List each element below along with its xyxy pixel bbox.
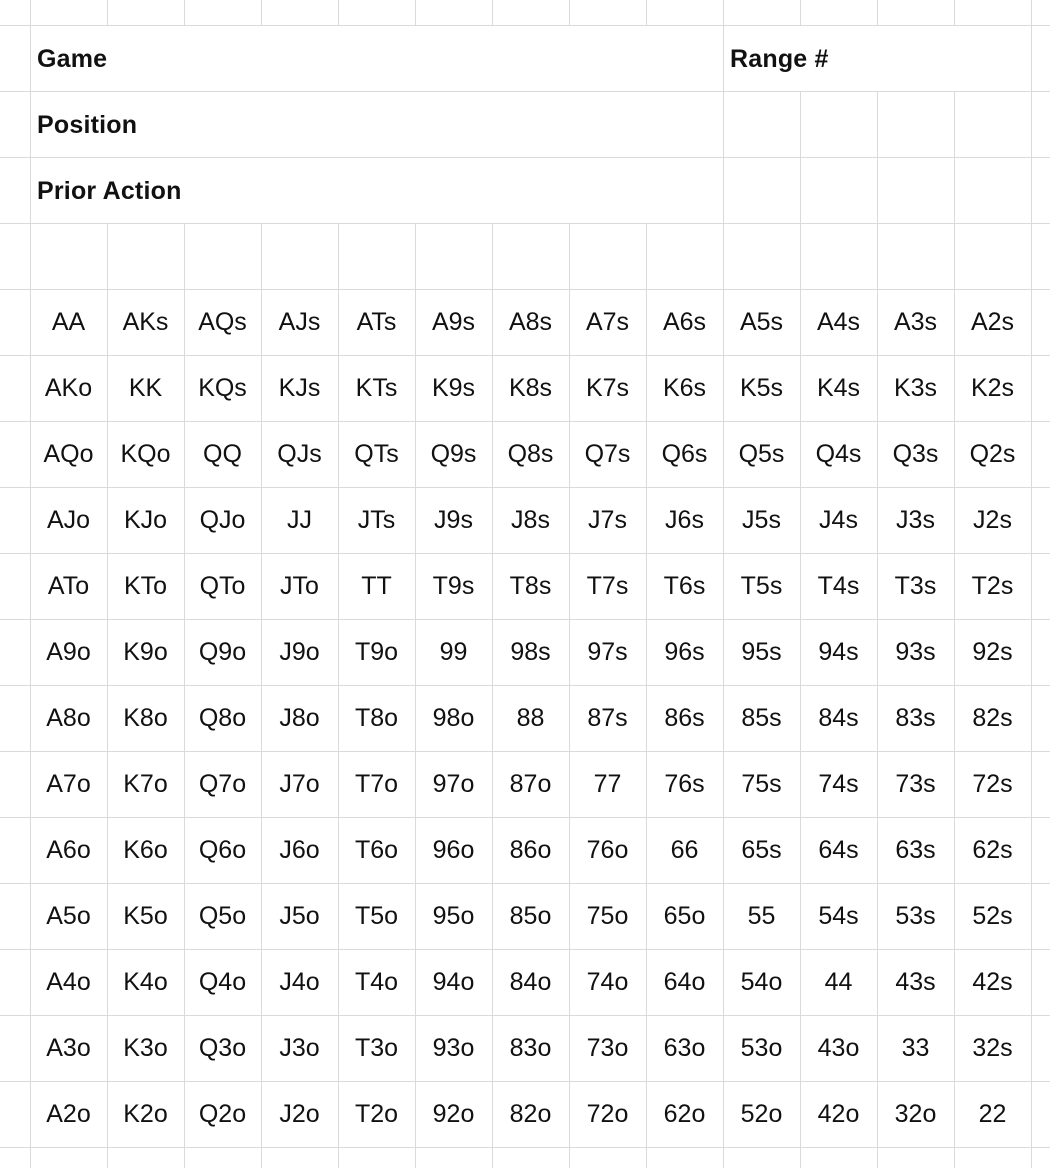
hand-cell[interactable]: 73o — [586, 1033, 629, 1062]
hand-cell[interactable]: 52s — [972, 901, 1013, 930]
grid-line — [338, 0, 339, 25]
hand-cell[interactable]: 64s — [818, 835, 859, 864]
hand-cell[interactable]: A2o — [46, 1099, 91, 1128]
hand-cell[interactable]: 84o — [509, 967, 552, 996]
hand-cell[interactable]: 54o — [740, 967, 783, 996]
hand-cell[interactable]: 74o — [586, 967, 629, 996]
grid-line — [1031, 0, 1032, 25]
hand-cell[interactable]: K6s — [662, 373, 707, 402]
hand-cell[interactable]: 93s — [895, 637, 936, 666]
hand-cell[interactable]: T4s — [817, 571, 860, 600]
hand-cell[interactable]: QTs — [354, 439, 399, 468]
hand-cell[interactable]: 43o — [817, 1033, 860, 1062]
hand-cell[interactable]: Q7o — [198, 769, 247, 798]
hand-cell[interactable]: JTs — [357, 505, 396, 534]
hand-cell[interactable]: K9s — [431, 373, 476, 402]
hand-cell[interactable]: 22 — [978, 1099, 1007, 1128]
hand-cell[interactable]: 84s — [818, 703, 859, 732]
grid-line — [0, 1147, 1050, 1148]
hand-cell[interactable]: Q8s — [507, 439, 554, 468]
hand-cell[interactable]: AQo — [43, 439, 94, 468]
hand-cell[interactable]: 74s — [818, 769, 859, 798]
hand-cell[interactable]: Q8o — [198, 703, 247, 732]
hand-cell[interactable]: K9o — [123, 637, 168, 666]
hand-cell[interactable]: 92s — [972, 637, 1013, 666]
range-number-label: Range # — [730, 45, 829, 73]
hand-cell[interactable]: 63o — [663, 1033, 706, 1062]
hand-cell[interactable]: ATo — [47, 571, 90, 600]
hand-cell[interactable]: T5o — [354, 901, 399, 930]
hand-cell[interactable]: 73s — [895, 769, 936, 798]
hand-cell[interactable]: 94s — [818, 637, 859, 666]
game-label: Game — [37, 45, 108, 73]
hand-cell[interactable]: K3o — [123, 1033, 168, 1062]
hand-cell[interactable]: QJo — [199, 505, 246, 534]
hand-cell[interactable]: 82o — [509, 1099, 552, 1128]
hand-cell[interactable]: 42o — [817, 1099, 860, 1128]
hand-cell[interactable]: Q3o — [198, 1033, 247, 1062]
hand-cell[interactable]: 33 — [901, 1033, 930, 1062]
hand-cell[interactable]: Q3s — [892, 439, 939, 468]
grid-line — [0, 157, 1050, 158]
hand-cell[interactable]: J7s — [588, 505, 627, 534]
grid-line — [30, 0, 31, 25]
hand-cell[interactable]: J2o — [279, 1099, 320, 1128]
hand-cell[interactable]: A5o — [46, 901, 91, 930]
hand-cell[interactable]: T2s — [971, 571, 1014, 600]
hand-cell[interactable]: Q2s — [969, 439, 1016, 468]
hand-cell[interactable]: A8s — [508, 307, 553, 336]
grid-line — [723, 0, 724, 25]
hand-cell[interactable]: 62o — [663, 1099, 706, 1128]
hand-cell[interactable]: A4o — [46, 967, 91, 996]
grid-line — [0, 223, 1050, 224]
hand-cell[interactable]: T3o — [354, 1033, 399, 1062]
grid-line — [877, 91, 878, 223]
hand-cell[interactable]: A4s — [816, 307, 861, 336]
hand-cell[interactable]: A5s — [739, 307, 784, 336]
hand-cell[interactable]: 72s — [972, 769, 1013, 798]
hand-cell[interactable]: KJs — [278, 373, 321, 402]
hand-cell[interactable]: J9o — [279, 637, 320, 666]
hand-cell[interactable]: T9s — [432, 571, 475, 600]
hand-cell[interactable]: J5s — [742, 505, 781, 534]
grid-line — [954, 91, 955, 223]
hand-cell[interactable]: 55 — [747, 901, 776, 930]
hand-cell[interactable]: 65s — [741, 835, 782, 864]
hand-cell[interactable]: AKs — [122, 307, 169, 336]
hand-cell[interactable]: QTo — [199, 571, 246, 600]
hand-cell[interactable]: T9o — [354, 637, 399, 666]
hand-cell[interactable]: Q6o — [198, 835, 247, 864]
hand-cell[interactable]: K6o — [123, 835, 168, 864]
hand-cell[interactable]: J4s — [819, 505, 858, 534]
hand-cell[interactable]: J8o — [279, 703, 320, 732]
hand-cell[interactable]: 86s — [664, 703, 705, 732]
hand-cell[interactable]: 42s — [972, 967, 1013, 996]
grid-line — [877, 0, 878, 25]
hand-cell[interactable]: K2s — [970, 373, 1015, 402]
hand-cell[interactable]: T8o — [354, 703, 399, 732]
hand-cell[interactable]: A9o — [46, 637, 91, 666]
hand-cell[interactable]: K2o — [123, 1099, 168, 1128]
hand-cell[interactable]: 53o — [740, 1033, 783, 1062]
grid-line — [107, 0, 108, 25]
hand-cell[interactable]: Q5o — [198, 901, 247, 930]
hand-cell[interactable]: 94o — [432, 967, 475, 996]
hand-cell[interactable]: 44 — [824, 967, 853, 996]
hand-cell[interactable]: 52o — [740, 1099, 783, 1128]
grid-line — [184, 0, 185, 25]
hand-cell[interactable]: J5o — [279, 901, 320, 930]
grid-line — [800, 91, 801, 223]
hand-cell[interactable]: K5s — [739, 373, 784, 402]
hand-cell[interactable]: ATs — [356, 307, 397, 336]
hand-cell[interactable]: 72o — [586, 1099, 629, 1128]
grid-line — [415, 0, 416, 25]
hand-cell[interactable]: A2s — [970, 307, 1015, 336]
hand-cell[interactable]: 88 — [516, 703, 545, 732]
hand-cell[interactable]: T2o — [354, 1099, 399, 1128]
hand-cell[interactable]: 97s — [587, 637, 628, 666]
hand-cell[interactable]: A3s — [893, 307, 938, 336]
hand-cell[interactable]: J7o — [279, 769, 320, 798]
hand-cell[interactable]: 62s — [972, 835, 1013, 864]
hand-cell[interactable]: 97o — [432, 769, 475, 798]
hand-cell[interactable]: AQs — [198, 307, 247, 336]
hand-cell[interactable]: TT — [361, 571, 392, 600]
hand-cell[interactable]: 64o — [663, 967, 706, 996]
hand-cell[interactable]: QJs — [277, 439, 322, 468]
hand-cell[interactable]: Q6s — [661, 439, 708, 468]
grid-line — [569, 0, 570, 25]
hand-cell[interactable]: Q5s — [738, 439, 785, 468]
hand-cell[interactable]: 43s — [895, 967, 936, 996]
prior-action-label: Prior Action — [37, 177, 182, 205]
hand-cell[interactable]: Q4s — [815, 439, 862, 468]
hand-cell[interactable]: KQs — [198, 373, 247, 402]
grid-line — [0, 25, 1050, 26]
hand-cell[interactable]: 66 — [670, 835, 699, 864]
hand-cell[interactable]: Q2o — [198, 1099, 247, 1128]
hand-cell[interactable]: A7o — [46, 769, 91, 798]
grid-line — [0, 91, 1050, 92]
hand-cell[interactable]: Q7s — [584, 439, 631, 468]
hand-cell[interactable]: A9s — [431, 307, 476, 336]
hand-cell[interactable]: 98s — [510, 637, 551, 666]
hand-cell[interactable]: T3s — [894, 571, 937, 600]
hand-cell[interactable]: 76s — [664, 769, 705, 798]
grid-line — [723, 25, 724, 223]
hand-cell[interactable]: A6s — [662, 307, 707, 336]
hand-cell[interactable]: T6s — [663, 571, 706, 600]
hand-cell[interactable]: A3o — [46, 1033, 91, 1062]
grid-line — [1031, 25, 1032, 1168]
hand-cell[interactable]: J8s — [511, 505, 550, 534]
hand-cell[interactable]: T4o — [354, 967, 399, 996]
hand-cell[interactable]: Q9o — [198, 637, 247, 666]
hand-cell[interactable]: 98o — [432, 703, 475, 732]
hand-cell[interactable]: J2s — [973, 505, 1012, 534]
hand-cell[interactable]: 96s — [664, 637, 705, 666]
hand-cell[interactable]: T6o — [354, 835, 399, 864]
hand-cell[interactable]: A8o — [46, 703, 91, 732]
hand-cell[interactable]: 87s — [587, 703, 628, 732]
hand-cell[interactable]: K7o — [123, 769, 168, 798]
hand-cell[interactable]: T8s — [509, 571, 552, 600]
hand-cell[interactable]: 95o — [432, 901, 475, 930]
hand-cell[interactable]: AKo — [44, 373, 93, 402]
hand-cell[interactable]: 87o — [509, 769, 552, 798]
hand-cell[interactable]: J3s — [896, 505, 935, 534]
hand-cell[interactable]: 85s — [741, 703, 782, 732]
hand-cell[interactable]: 32s — [972, 1033, 1013, 1062]
hand-cell[interactable]: T5s — [740, 571, 783, 600]
hand-cell[interactable]: A7s — [585, 307, 630, 336]
hand-cell[interactable]: 53s — [895, 901, 936, 930]
hand-cell[interactable]: J9s — [434, 505, 473, 534]
hand-cell[interactable]: KQo — [120, 439, 171, 468]
hand-cell[interactable]: 99 — [439, 637, 468, 666]
hand-cell[interactable]: 83o — [509, 1033, 552, 1062]
hand-cell[interactable]: AJo — [46, 505, 91, 534]
hand-cell[interactable]: 76o — [586, 835, 629, 864]
grid-line — [646, 0, 647, 25]
hand-cell[interactable]: K7s — [585, 373, 630, 402]
hand-cell[interactable]: K5o — [123, 901, 168, 930]
hand-cell[interactable]: 82s — [972, 703, 1013, 732]
hand-cell[interactable]: 83s — [895, 703, 936, 732]
hand-cell[interactable]: A6o — [46, 835, 91, 864]
hand-cell[interactable]: J6s — [665, 505, 704, 534]
hand-cell[interactable]: 32o — [894, 1099, 937, 1128]
hand-cell[interactable]: K3s — [893, 373, 938, 402]
grid-line — [800, 0, 801, 25]
position-label: Position — [37, 111, 138, 139]
hand-cell[interactable]: 65o — [663, 901, 706, 930]
hand-cell[interactable]: K4s — [816, 373, 861, 402]
hand-cell[interactable]: 95s — [741, 637, 782, 666]
hand-cell[interactable]: 93o — [432, 1033, 475, 1062]
hand-cell[interactable]: 86o — [509, 835, 552, 864]
hand-cell[interactable]: K8o — [123, 703, 168, 732]
hand-cell[interactable]: J6o — [279, 835, 320, 864]
hand-cell[interactable]: J4o — [279, 967, 320, 996]
hand-cell[interactable]: JTo — [280, 571, 319, 600]
hand-cell[interactable]: T7s — [586, 571, 629, 600]
hand-cell[interactable]: KJo — [123, 505, 168, 534]
hand-cell[interactable]: J3o — [279, 1033, 320, 1062]
hand-cell[interactable]: KTs — [355, 373, 398, 402]
hand-cell[interactable]: 96o — [432, 835, 475, 864]
hand-cell[interactable]: 63s — [895, 835, 936, 864]
hand-cell[interactable]: AA — [51, 307, 86, 336]
hand-cell[interactable]: 92o — [432, 1099, 475, 1128]
hand-cell[interactable]: Q9s — [430, 439, 477, 468]
hand-cell[interactable]: 54s — [818, 901, 859, 930]
hand-cell[interactable]: K4o — [123, 967, 168, 996]
hand-cell[interactable]: QQ — [203, 439, 242, 468]
hand-cell[interactable]: K8s — [508, 373, 553, 402]
hand-cell[interactable]: JJ — [287, 505, 312, 534]
grid-line — [492, 0, 493, 25]
hand-cell[interactable]: KTo — [123, 571, 168, 600]
grid-line — [261, 0, 262, 25]
hand-cell[interactable]: 75o — [586, 901, 629, 930]
hand-cell[interactable]: 75s — [741, 769, 782, 798]
grid-line — [954, 0, 955, 25]
hand-cell[interactable]: Q4o — [198, 967, 247, 996]
hand-cell[interactable]: 77 — [593, 769, 622, 798]
hand-cell[interactable]: T7o — [354, 769, 399, 798]
hand-cell[interactable]: AJs — [278, 307, 321, 336]
hand-cell[interactable]: KK — [128, 373, 163, 402]
hand-cell[interactable]: 85o — [509, 901, 552, 930]
